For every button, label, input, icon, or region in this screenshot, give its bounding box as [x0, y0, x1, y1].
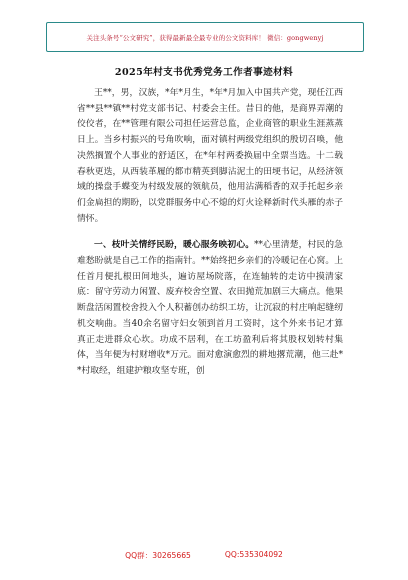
- footer: [0, 550, 408, 561]
- section-1-text: **心里清楚，村民的急难愁盼就是自己工作的指南针。**始终把乡亲们的冷暖记在心窝。上任首月便扎根田间地头，遍访屋场院落，在连轴转的走访中摸清家底：留守劳动力闲置、废弃校舍空置、农田抛荒加剧三大痛点。他果断盘活闲置校舍投入个人积蓄创办纺织工坊，让沉寂的村庄响起缝纫机交响曲。当40余名留守妇女领到首月工资时，这个外来书记才算真正走进群众心坎。功成不居利，在工坊盈利后将其股权划转村集体，当年便为村财增收*万元。面对愈演愈烈的耕地撂荒潮，他三赴**村取经，组建护粮攻坚专班，创: [77, 240, 343, 376]
- section-1-paragraph: [77, 238, 343, 379]
- footer-qq: QQ:535304092: [224, 550, 283, 559]
- document-title: 2025年村支书优秀党务工作者事迹材料: [114, 67, 294, 78]
- document-body: [77, 86, 343, 380]
- header-banner-text: 关注头条号“公文研究”，获得最新最全最专业的公文资料库！ 微信：gongwenyj: [86, 33, 324, 42]
- header-banner: [46, 22, 364, 52]
- paragraph-spacer: [77, 227, 343, 238]
- section-1-heading: 一、枝叶关情纾民盼，暖心服务映初心。: [94, 240, 255, 251]
- intro-paragraph: 王**，男，汉族，*年*月生，*年*月加入中国共产党，现任江西省**县**镇**村党支部书记、村委会主任。昔日的他，是商界弄潮的佼佼者，在**管理有限公司担任运营总监，企业商管的职业生涯蒸蒸日上。当乡村振兴的号角吹响，面对镇村两级党组织的殷切召唤，他决然搁置个人事业的舒适区，在*年村两委换届中全票当选。十二载春秋更迭，从西装革履的都市精英到脚沾泥土的田埂书记，从经济领域的操盘手蝶变为村级发展的领航员，他用沾满稻香的双手托起乡亲们金扁担的期盼，以党群服务中心不熄的灯火诠释新时代头雁的赤子情怀。: [77, 88, 343, 224]
- footer-qq-group: QQ群：30265665: [125, 551, 191, 560]
